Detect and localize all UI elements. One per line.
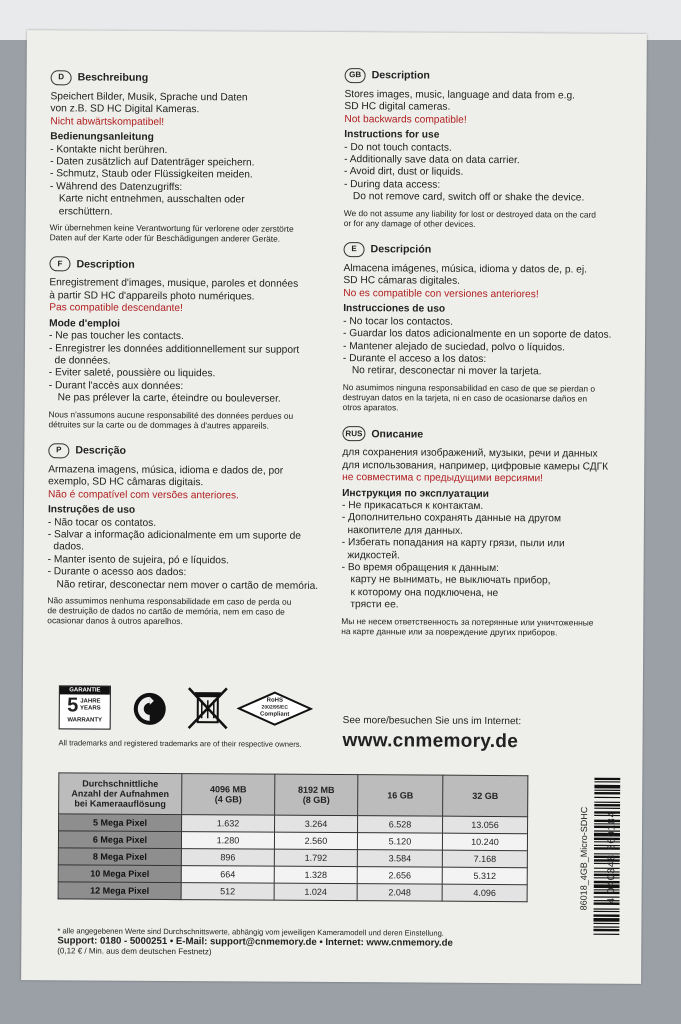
support-note: (0,12 € / Min. aus dem deutschen Festnetz) — [57, 946, 212, 957]
instructions-title: Instruções de uso — [47, 504, 136, 516]
footer — [57, 926, 453, 958]
liability-line: Não assumimos nenhuma responsabilidade em caso de perda ou — [47, 595, 292, 607]
trademark-note: All trademarks and registered trademarks are of their respective owners. — [58, 738, 302, 749]
liability-line: We do not assume any liability for lost or destroyed data on the card — [343, 207, 596, 220]
language-badge: D — [51, 70, 72, 85]
rohs-logo — [237, 690, 313, 731]
section-rus — [341, 426, 627, 637]
liability-line: No asumimos ninguna responsabilidad en caso de que se pierdan o — [342, 381, 596, 394]
liability-note — [343, 382, 628, 414]
instruction-line: - Schmutz, Staub oder Flüssigkeiten meiden. — [49, 168, 253, 181]
warranty-years-text: JAHRE YEARS — [79, 698, 101, 712]
instruction-indent-line: Karte nicht entnehmen, ausschalten oder — [58, 193, 245, 206]
liability-note — [341, 616, 626, 638]
warranty-years-number: 5 — [67, 694, 79, 717]
warranty-logo — [59, 685, 111, 729]
barcode-area — [575, 775, 616, 943]
instruction-line: de données. — [48, 355, 111, 367]
instruction-line: - Kontakte nicht berühren. — [50, 143, 168, 156]
table-cell: 10.240 — [442, 833, 527, 851]
instruction-line: - Avoid dirt, dust or liquids. — [344, 166, 464, 179]
liability-line: Daten auf der Karte oder für Beschädigungen anderer Geräte. — [49, 232, 281, 244]
instruction-line: - Durante el acceso a los datos: — [342, 352, 487, 365]
column-header-16gb — [358, 775, 443, 817]
table-cell: 1.280 — [181, 832, 274, 850]
section-header — [51, 70, 341, 87]
section-pt — [47, 443, 338, 627]
corner-line: Anzahl der Aufnahmen — [71, 788, 170, 799]
support-line: Support: 0180 - 5000251 • E-Mail: support@cnmemory.de • Internet: www.cnmemory.de — [57, 935, 453, 949]
column-header-line: 4096 MB — [209, 784, 247, 795]
instruction-line: - Не прикасаться к контактам. — [341, 500, 484, 512]
table-cell: 3.584 — [357, 850, 442, 868]
description-line: для использования, например, цифровые камеры СДГК — [342, 459, 609, 473]
capacity-table — [58, 772, 529, 902]
table-cell: 13.056 — [443, 816, 528, 834]
instruction-line: - Guardar los datos adicionalmente en un soporte de datos. — [343, 328, 612, 341]
footnote: * alle angegebenen Werte sind Durchschnittswerte, abhängig vom jeweiligen Kameramodell und deren Einstellung. — [57, 926, 444, 938]
description-line: SD HC digital cameras. — [344, 101, 451, 114]
language-badge: F — [49, 257, 70, 272]
rohs-bottom-text: Compliant — [260, 711, 290, 718]
section-header — [345, 68, 630, 85]
language-badge: P — [48, 443, 69, 458]
table-cell: 6.528 — [358, 816, 443, 834]
description-line: SD HC cámaras digitales. — [343, 275, 461, 288]
instructions-title: Mode d'emploi — [49, 317, 121, 330]
compatibility-warning: Not backwards compatible! — [344, 113, 467, 126]
instruction-indent-line: Ne pas prélever la carte, éteindre ou bouleverser. — [57, 392, 281, 405]
compatibility-warning: No es compatible con versiones anteriores! — [343, 287, 539, 301]
description-line: Speichert Bilder, Musik, Sprache und Daten — [50, 91, 248, 104]
see-more-text: See more/besuchen Sie uns im Internet: — [342, 715, 522, 728]
instruction-indent-line: карту не вынимать, не выключать прибор, — [350, 574, 551, 587]
instruction-line: - Daten zusätzlich auf Datenträger speichern. — [50, 156, 255, 169]
instruction-indent-line: к которому она подключена, не — [350, 586, 499, 599]
description-line: von z.B. SD HC Digital Kameras. — [50, 103, 200, 116]
instruction-line: - Enregistrer les données additionnellement sur support — [48, 342, 300, 356]
section-title: Descrição — [75, 444, 127, 457]
instruction-line: - Eviter saleté, poussière ou liquides. — [48, 367, 216, 380]
description-line: для сохранения изображений, музыки, речи и данных — [342, 447, 598, 460]
table-cell: 5.312 — [442, 867, 527, 885]
liability-note — [48, 409, 338, 431]
liability-note — [47, 595, 337, 627]
table-cell: 2.560 — [274, 832, 357, 850]
table-cell: 4.096 — [442, 884, 527, 902]
liability-line: ocasionar danos à outros aparelhos. — [47, 615, 183, 627]
instruction-line: - Durante o acesso aos dados: — [47, 566, 187, 579]
table-cell: 5.120 — [357, 833, 442, 851]
column-header-32gb — [443, 775, 528, 817]
instruction-indent-line: Do not remove card, switch off or shake the device. — [352, 191, 585, 204]
barcode-number: 4 040348 860184 — [606, 810, 618, 904]
instruction-line: - Não tocar os contatos. — [47, 516, 157, 529]
liability-note — [344, 208, 629, 230]
instructions-title: Bedienungsanleitung — [50, 131, 154, 144]
section-gb — [344, 68, 630, 230]
table-cell: 664 — [181, 866, 274, 884]
table-row — [58, 882, 527, 902]
instruction-line: - Manter isento de sujeira, pó e líquidos. — [47, 554, 229, 567]
liability-line: otros aparatos. — [342, 402, 399, 413]
instruction-line: - Während des Datenzugriffs: — [49, 181, 183, 193]
column-header-line: (4 GB) — [214, 794, 242, 805]
warranty-bottom-text: WARRANTY — [67, 717, 103, 724]
section-header — [49, 257, 339, 274]
column-header-line: 8192 MB — [297, 784, 335, 796]
description-line: Enregistrement d'images, musique, paroles et données — [49, 277, 299, 291]
compatibility-warning: Não é compatível com versões anteriores. — [48, 489, 239, 502]
table-corner-header — [59, 773, 182, 815]
section-es — [343, 242, 629, 414]
green-dot-icon — [133, 692, 167, 731]
warranty-top-text: GARANTIE — [60, 686, 110, 694]
column-header-4gb — [182, 774, 275, 816]
table-cell: 1.632 — [182, 815, 275, 833]
section-header — [344, 242, 629, 259]
table-cell: 7.168 — [442, 850, 527, 868]
liability-line: Мы не несем ответственность за потерянные или уничтоженные — [341, 615, 594, 628]
website-url[interactable]: www.cnmemory.de — [342, 730, 519, 753]
certification-logos — [59, 685, 349, 737]
instruction-line: жидкостей. — [341, 549, 400, 561]
description-line: Almacena imágenes, música, idioma y datos de, p. ej. — [343, 263, 587, 276]
table-cell: 3.264 — [275, 815, 358, 833]
instruction-line: - Additionally save data on data carrier. — [344, 154, 520, 167]
product-code: 86018_4GB_Micro-SDHC — [578, 806, 590, 911]
liability-line: détruites sur la carte ou de dommages à d'autres appareils. — [48, 418, 269, 431]
column-header-line: (8 GB) — [302, 794, 330, 805]
instruction-line: накопителе для данных. — [341, 524, 463, 537]
column-header-line: 16 GB — [387, 790, 414, 801]
instruction-line: - Во время обращения к данным: — [341, 562, 500, 574]
liability-line: Wir übernehmen keine Verantwortung für verlorene oder zerstörte — [49, 222, 294, 234]
language-badge: GB — [345, 68, 366, 83]
row-label: 8 Mega Pixel — [58, 848, 181, 866]
instruction-leaflet — [21, 30, 647, 984]
section-header — [48, 443, 338, 460]
instruction-line: - Salvar a informação adicionalmente em um suporte de — [47, 529, 301, 542]
row-label: 12 Mega Pixel — [58, 882, 181, 900]
column-header-8gb — [275, 774, 358, 816]
table-header-row — [59, 773, 528, 817]
rohs-top-text: RoHS — [266, 697, 284, 704]
instruction-line: - During data access: — [343, 178, 441, 191]
language-badge: E — [344, 242, 365, 257]
instruction-indent-line: Não retirar, desconectar nem mover o cartão de memória. — [56, 578, 319, 592]
section-title: Description — [76, 258, 135, 271]
instructions-title: Instrucciones de uso — [343, 303, 446, 315]
instruction-line: - Do not touch contacts. — [344, 141, 452, 154]
instruction-line: - Дополнительно сохранять данные на другом — [341, 512, 562, 525]
instruction-line: - Mantener alejado de suciedad, polvo o líquidos. — [342, 340, 566, 353]
instruction-line: - Ne pas toucher les contacts. — [49, 330, 184, 343]
rohs-mid-text: 2002/95/EC — [261, 704, 288, 711]
language-badge: RUS — [342, 426, 365, 441]
section-title: Beschreibung — [77, 71, 149, 85]
table-cell: 2.656 — [357, 867, 442, 885]
description-line: Stores images, music, language and data from e.g. — [344, 89, 576, 102]
table-cell: 2.048 — [357, 884, 442, 902]
corner-line: bei Kameraauflösung — [74, 798, 166, 809]
instruction-line: - Избегать попадания на карту грязи, пыли или — [341, 537, 565, 550]
liability-line: на карте данные или за повреждение других приборов. — [341, 625, 558, 638]
liability-line: destruyan datos en la tarjeta, ni en caso de ocasionarse daños en — [342, 391, 588, 404]
right-column — [341, 68, 630, 652]
table-cell: 896 — [181, 849, 274, 867]
instruction-indent-line: трясти ее. — [350, 599, 399, 611]
compatibility-warning: Pas compatible descendante! — [49, 302, 183, 315]
section-header — [342, 426, 627, 443]
table-cell: 1.328 — [274, 866, 357, 884]
description-line: exemplo, SD HC câmaras digitais. — [48, 476, 204, 489]
row-label: 5 Mega Pixel — [59, 814, 182, 832]
instruction-line: - No tocar los contactos. — [343, 315, 454, 328]
table-cell: 1.792 — [274, 849, 357, 867]
liability-line: de destruição de dados no cartão de memória, nem em caso de — [47, 605, 285, 617]
row-label: 6 Mega Pixel — [58, 831, 181, 849]
crossed-bin-icon — [185, 686, 231, 735]
table-cell: 512 — [181, 883, 274, 901]
description-line: à partir SD HC d'appareils photo numériques. — [49, 290, 255, 303]
section-title: Description — [371, 69, 430, 82]
description-line: Armazena imagens, música, idioma e dados de, por — [48, 464, 284, 477]
row-label: 10 Mega Pixel — [58, 865, 181, 883]
section-de — [50, 70, 341, 244]
instructions-title: Instructions for use — [344, 129, 440, 141]
left-column — [47, 70, 340, 641]
section-title: Descripción — [370, 243, 432, 256]
compatibility-warning: не совместима с предыдущими версиями! — [342, 472, 544, 485]
compatibility-warning: Nicht abwärtskompatibel! — [50, 116, 165, 128]
section-fr — [48, 257, 339, 431]
instruction-indent-line: No retirar, desconectar ni mover la tarjeta. — [351, 365, 542, 378]
section-title: Описание — [371, 427, 424, 441]
liability-line: or for any damage of other devices. — [343, 217, 476, 229]
instruction-indent-line: erschüttern. — [58, 205, 113, 218]
instruction-line: - Durant l'accès aux données: — [48, 379, 184, 392]
table-cell: 1.024 — [274, 883, 357, 901]
liability-note — [50, 222, 340, 244]
instructions-title: Инструкция по эксплуатации — [342, 487, 490, 500]
instruction-line: dados. — [47, 541, 85, 553]
liability-line: Nous n'assumons aucune responsabilité des données perdues ou — [48, 408, 294, 421]
corner-line: Durchschnittliche — [82, 778, 159, 789]
column-header-line: 32 GB — [472, 790, 499, 802]
